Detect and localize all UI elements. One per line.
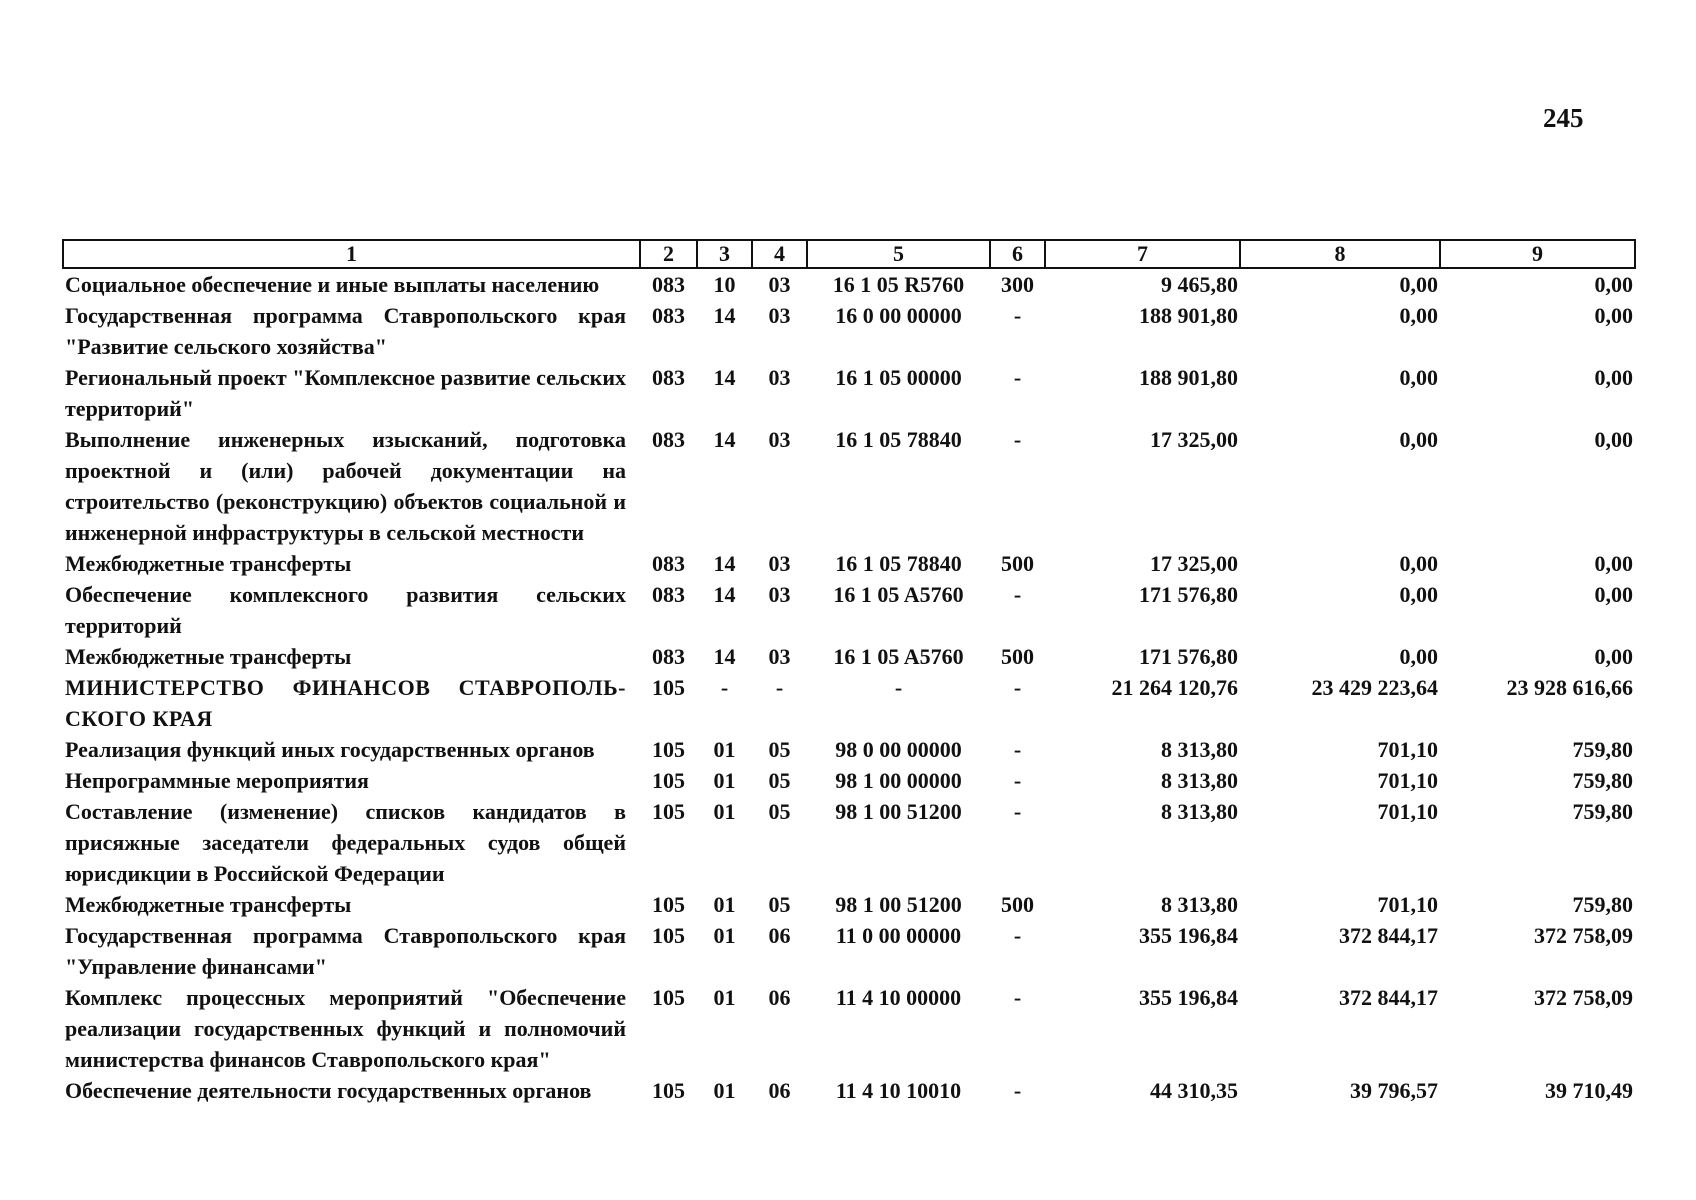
amount-col9-cell: 759,80	[1572, 799, 1633, 824]
amount-col8-cell: 0,00	[1399, 644, 1438, 669]
amount-col9-cell: 0,00	[1594, 272, 1633, 297]
column-header-4: 4	[752, 240, 807, 268]
row-name-cell: Обеспечение деятельности государственных органов	[65, 1078, 592, 1103]
row-name-cell: Составление (изменение) списков кандидатов в присяжные заседатели федеральных судов общей юрисдикции в Российской Федерации	[65, 799, 626, 886]
expense-type-cell: -	[1013, 303, 1022, 328]
table-row	[63, 424, 1635, 548]
target-article-cell: 16 1 05 78840	[835, 427, 962, 452]
section-cell: 01	[713, 892, 736, 917]
amount-col7-cell: 8 313,80	[1161, 892, 1238, 917]
expense-type-cell: 300	[1001, 272, 1034, 297]
row-name-cell: Межбюджетные трансферты	[65, 892, 352, 917]
table-row	[63, 920, 1635, 982]
expense-type-cell: -	[1013, 799, 1022, 824]
target-article-cell: 98 1 00 00000	[835, 768, 962, 793]
subsection-cell: 03	[768, 303, 791, 328]
amount-col7-cell: 188 901,80	[1139, 303, 1238, 328]
admin-code-cell: 105	[652, 799, 685, 824]
subsection-cell: 06	[768, 985, 791, 1010]
amount-col8-cell: 372 844,17	[1339, 985, 1438, 1010]
expense-type-cell: -	[1013, 675, 1022, 700]
section-cell: 01	[713, 923, 736, 948]
subsection-cell: 06	[768, 923, 791, 948]
table-row	[63, 982, 1635, 1075]
expense-type-cell: 500	[1001, 644, 1034, 669]
admin-code-cell: 083	[652, 644, 685, 669]
column-header-3: 3	[697, 240, 752, 268]
section-cell: 14	[713, 427, 736, 452]
row-name-cell: Государственная программа Ставропольского края "Развитие сельского хозяйства"	[65, 303, 626, 359]
amount-col7-cell: 9 465,80	[1161, 272, 1238, 297]
amount-col7-cell: 171 576,80	[1139, 582, 1238, 607]
subsection-cell: 03	[768, 365, 791, 390]
amount-col9-cell: 23 928 616,66	[1506, 675, 1633, 700]
amount-col9-cell: 39 710,49	[1545, 1078, 1633, 1103]
target-article-cell: 16 0 00 00000	[835, 303, 962, 328]
table-row	[63, 734, 1635, 765]
target-article-cell: -	[894, 675, 903, 700]
column-header-1: 1	[63, 240, 640, 268]
admin-code-cell: 083	[652, 303, 685, 328]
row-name-cell: Обеспечение комплексного развития сельских территорий	[65, 582, 626, 638]
row-name-cell: Социальное обеспечение и иные выплаты населению	[65, 272, 600, 297]
amount-col8-cell: 372 844,17	[1339, 923, 1438, 948]
amount-col7-cell: 17 325,00	[1150, 551, 1238, 576]
amount-col8-cell: 701,10	[1377, 799, 1438, 824]
row-name-cell: Непрограммные мероприятия	[65, 768, 369, 793]
table-row	[63, 548, 1635, 579]
row-name-cell: Реализация функций иных государственных органов	[65, 737, 595, 762]
admin-code-cell: 083	[652, 365, 685, 390]
amount-col8-cell: 0,00	[1399, 551, 1438, 576]
expense-type-cell: -	[1013, 582, 1022, 607]
target-article-cell: 16 1 05 A5760	[833, 644, 964, 669]
amount-col8-cell: 0,00	[1399, 303, 1438, 328]
table-row	[63, 268, 1635, 300]
amount-col7-cell: 21 264 120,76	[1111, 675, 1238, 700]
section-cell: 10	[713, 272, 736, 297]
amount-col9-cell: 0,00	[1594, 365, 1633, 390]
amount-col7-cell: 44 310,35	[1150, 1078, 1238, 1103]
amount-col9-cell: 0,00	[1594, 303, 1633, 328]
subsection-cell: 03	[768, 272, 791, 297]
section-cell: 14	[713, 303, 736, 328]
table-row	[63, 641, 1635, 672]
amount-col9-cell: 0,00	[1594, 551, 1633, 576]
amount-col8-cell: 39 796,57	[1350, 1078, 1438, 1103]
amount-col9-cell: 0,00	[1594, 427, 1633, 452]
amount-col7-cell: 355 196,84	[1139, 985, 1238, 1010]
section-cell: 01	[713, 799, 736, 824]
amount-col9-cell: 0,00	[1594, 582, 1633, 607]
expense-type-cell: -	[1013, 427, 1022, 452]
amount-col7-cell: 8 313,80	[1161, 768, 1238, 793]
amount-col8-cell: 23 429 223,64	[1311, 675, 1438, 700]
subsection-cell: -	[775, 675, 784, 700]
amount-col7-cell: 171 576,80	[1139, 644, 1238, 669]
expense-type-cell: -	[1013, 737, 1022, 762]
admin-code-cell: 083	[652, 551, 685, 576]
column-header-8: 8	[1240, 240, 1440, 268]
table-row	[63, 796, 1635, 889]
admin-code-cell: 105	[652, 923, 685, 948]
subsection-cell: 03	[768, 551, 791, 576]
expense-type-cell: -	[1013, 923, 1022, 948]
column-header-5: 5	[807, 240, 990, 268]
subsection-cell: 05	[768, 737, 791, 762]
expense-type-cell: -	[1013, 768, 1022, 793]
admin-code-cell: 105	[652, 985, 685, 1010]
row-name-cell: Комплекс процессных мероприятий "Обеспечение реализации государственных функций и полномочий министерства финансов Ставропольского края"	[65, 985, 626, 1072]
table-row	[63, 765, 1635, 796]
row-name-cell: Межбюджетные трансферты	[65, 551, 352, 576]
section-cell: 14	[713, 365, 736, 390]
target-article-cell: 11 4 10 10010	[835, 1078, 962, 1103]
page-number: 245	[1543, 103, 1584, 133]
subsection-cell: 03	[768, 582, 791, 607]
table-row	[63, 300, 1635, 362]
column-header-7: 7	[1045, 240, 1240, 268]
target-article-cell: 16 1 05 R5760	[832, 272, 965, 297]
section-cell: 01	[713, 737, 736, 762]
row-name-cell: Межбюджетные трансферты	[65, 644, 352, 669]
table-body	[63, 268, 1635, 1106]
section-cell: 01	[713, 985, 736, 1010]
amount-col9-cell: 372 758,09	[1534, 923, 1633, 948]
table-row	[63, 672, 1635, 734]
amount-col9-cell: 0,00	[1594, 644, 1633, 669]
row-name-cell: Региональный проект "Комплексное развитие сельских территорий"	[65, 365, 626, 421]
section-cell: 01	[713, 1078, 736, 1103]
subsection-cell: 03	[768, 644, 791, 669]
amount-col9-cell: 372 758,09	[1534, 985, 1633, 1010]
expense-type-cell: -	[1013, 1078, 1022, 1103]
amount-col9-cell: 759,80	[1572, 737, 1633, 762]
expense-type-cell: 500	[1001, 551, 1034, 576]
amount-col8-cell: 0,00	[1399, 365, 1438, 390]
expense-type-cell: 500	[1001, 892, 1034, 917]
admin-code-cell: 083	[652, 272, 685, 297]
target-article-cell: 98 0 00 00000	[835, 737, 962, 762]
table-row	[63, 1075, 1635, 1106]
target-article-cell: 16 1 05 A5760	[833, 582, 964, 607]
target-article-cell: 11 0 00 00000	[835, 923, 962, 948]
amount-col9-cell: 759,80	[1572, 892, 1633, 917]
column-header-6: 6	[990, 240, 1045, 268]
target-article-cell: 16 1 05 78840	[835, 551, 962, 576]
admin-code-cell: 083	[652, 427, 685, 452]
amount-col8-cell: 0,00	[1399, 582, 1438, 607]
column-header-9: 9	[1440, 240, 1635, 268]
amount-col8-cell: 0,00	[1399, 272, 1438, 297]
row-name-cell: Выполнение инженерных изысканий, подготовка проектной и (или) рабочей документации на строительство (реконструкцию) объектов социальной и инженерной инфраструктуры в сельской местности	[65, 427, 626, 545]
amount-col8-cell: 0,00	[1399, 427, 1438, 452]
admin-code-cell: 083	[652, 582, 685, 607]
table-row	[63, 579, 1635, 641]
target-article-cell: 98 1 00 51200	[835, 892, 962, 917]
admin-code-cell: 105	[652, 892, 685, 917]
table-row	[63, 362, 1635, 424]
admin-code-cell: 105	[652, 737, 685, 762]
expense-type-cell: -	[1013, 985, 1022, 1010]
section-cell: 14	[713, 551, 736, 576]
budget-table	[62, 239, 1636, 1106]
amount-col7-cell: 188 901,80	[1139, 365, 1238, 390]
amount-col7-cell: 8 313,80	[1161, 737, 1238, 762]
column-header-2: 2	[640, 240, 697, 268]
subsection-cell: 05	[768, 892, 791, 917]
table-header-row	[63, 240, 1635, 268]
amount-col8-cell: 701,10	[1377, 768, 1438, 793]
amount-col8-cell: 701,10	[1377, 892, 1438, 917]
subsection-cell: 06	[768, 1078, 791, 1103]
admin-code-cell: 105	[652, 1078, 685, 1103]
target-article-cell: 16 1 05 00000	[835, 365, 962, 390]
subsection-cell: 05	[768, 799, 791, 824]
admin-code-cell: 105	[652, 768, 685, 793]
expense-type-cell: -	[1013, 365, 1022, 390]
amount-col7-cell: 8 313,80	[1161, 799, 1238, 824]
section-cell: -	[720, 675, 729, 700]
amount-col9-cell: 759,80	[1572, 768, 1633, 793]
subsection-cell: 03	[768, 427, 791, 452]
row-name-cell: Государственная программа Ставропольского края "Управление финансами"	[65, 923, 626, 979]
amount-col7-cell: 17 325,00	[1150, 427, 1238, 452]
section-cell: 01	[713, 768, 736, 793]
row-name-cell: МИНИСТЕРСТВО ФИНАНСОВ СТАВРОПОЛЬ-СКОГО КРАЯ	[65, 675, 626, 731]
amount-col7-cell: 355 196,84	[1139, 923, 1238, 948]
admin-code-cell: 105	[652, 675, 685, 700]
target-article-cell: 98 1 00 51200	[835, 799, 962, 824]
section-cell: 14	[713, 582, 736, 607]
subsection-cell: 05	[768, 768, 791, 793]
table-row	[63, 889, 1635, 920]
target-article-cell: 11 4 10 00000	[835, 985, 962, 1010]
amount-col8-cell: 701,10	[1377, 737, 1438, 762]
section-cell: 14	[713, 644, 736, 669]
